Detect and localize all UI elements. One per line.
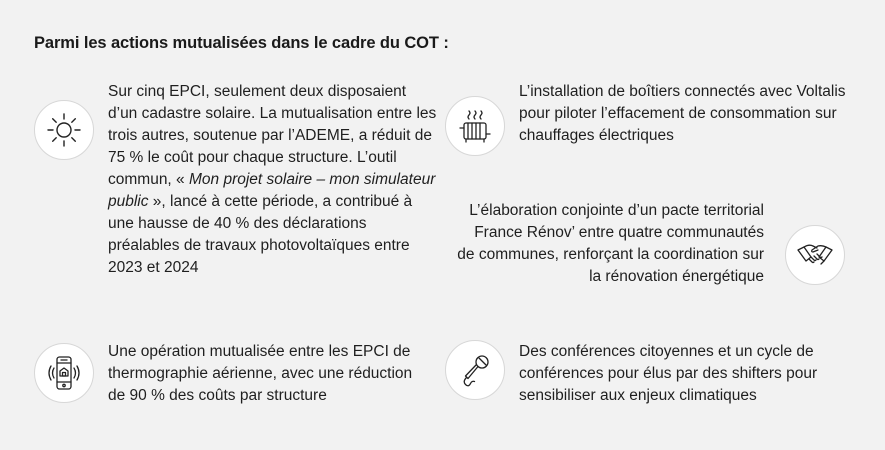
handshake-icon (785, 225, 845, 285)
thermal-camera-icon (34, 343, 94, 403)
solar-text: Sur cinq EPCI, seulement deux disposaient d’un cadastre solaire. La mutualisation entre les trois autres, soutenue par l’ADEME, a réduit de 75 % le coût pour chaque structure. L’outil commun, « Mon projet solaire – mon simulateur public », lancé à cette période, a contribué à une hausse de 40 % des déclarations préalables de travaux photovoltaïques entre 2023 et 2024 (108, 83, 437, 276)
microphone-icon (445, 340, 505, 400)
conferences-text: Des conférences citoyennes et un cycle de conférences pour élus par des shifters pour sensibiliser aux enjeux climatiques (519, 343, 818, 404)
section-title: Parmi les actions mutualisées dans le cadre du COT : (34, 34, 449, 52)
simulator-name: Mon projet solaire – mon simulateur public (108, 171, 436, 210)
thermography-text: Une opération mutualisée entre les EPCI de thermographie aérienne, avec une réduction de 90 % des coûts par structure (108, 343, 413, 404)
voltalis-text: L’installation de boîtiers connectés avec Voltalis pour piloter l’effacement de consommation sur chauffages électriques (519, 83, 846, 144)
radiator-icon (445, 96, 505, 156)
sun-icon (34, 100, 94, 160)
france-renov-text: L’élaboration conjointe d’un pacte territorial France Rénov’ entre quatre communautés de communes, renforçant la coordination sur la rénovation énergétique (457, 202, 764, 285)
